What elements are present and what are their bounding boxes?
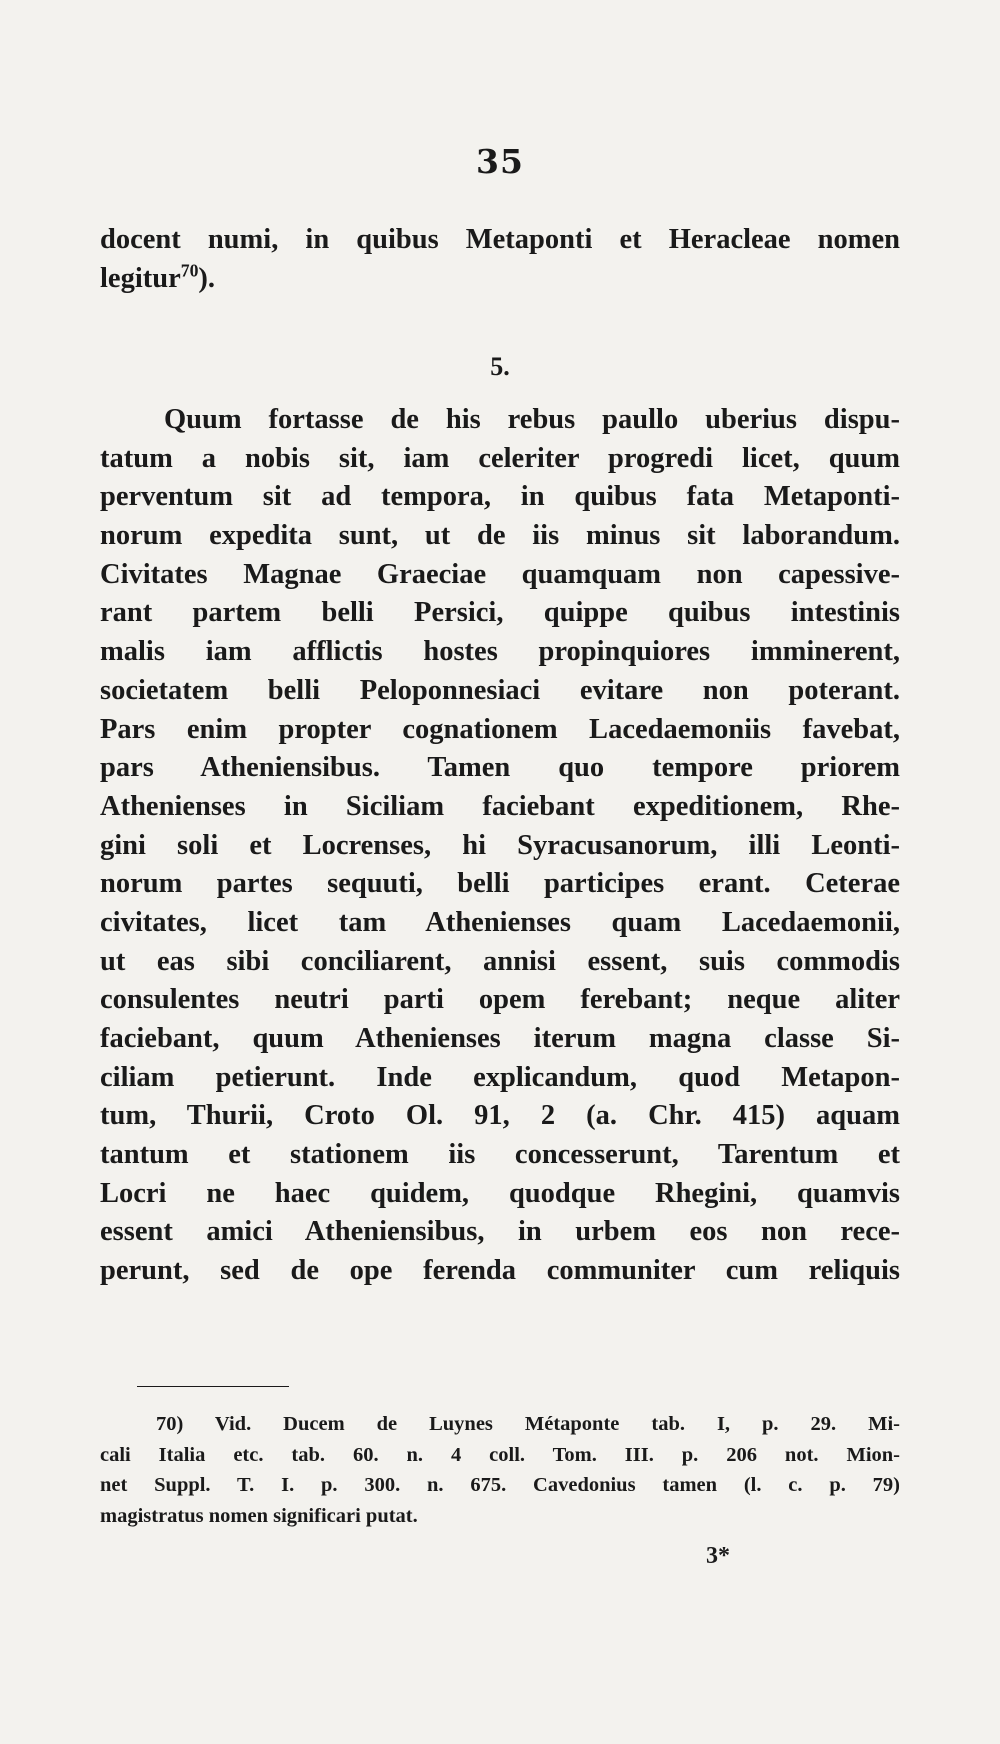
text-line: perventum sit ad tempora, in quibus fata Metaponti- — [100, 481, 900, 513]
text-line: essent amici Atheniensibus, in urbem eos non rece- — [100, 1216, 900, 1248]
footnote-line: magistratus nomen significari putat. — [100, 1504, 418, 1527]
text-line: perunt, sed de ope ferenda communiter cum reliquis — [100, 1255, 900, 1287]
text-line: ut eas sibi conciliarent, annisi essent, suis commodis — [100, 945, 900, 977]
text-line: tatum a nobis sit, iam celeriter progredi licet, quum — [100, 442, 900, 474]
text-line — [100, 260, 900, 299]
text-line: Athenienses in Siciliam faciebant expeditionem, Rhe- — [100, 790, 900, 822]
text-line: ciliam petierunt. Inde explicandum, quod Metapon- — [100, 1061, 900, 1093]
text-line: rant partem belli Persici, quippe quibus intestinis — [100, 597, 900, 629]
text-line: consulentes neutri parti opem ferebant; neque aliter — [100, 984, 900, 1016]
signature-mark: 3* — [706, 1543, 730, 1569]
text-line: docent numi, in quibus Metaponti et Heracleae nomen — [100, 224, 900, 255]
text-line: societatem belli Peloponnesiaci evitare non poterant. — [100, 674, 900, 706]
intro-paragraph — [100, 221, 900, 298]
text-fragment: ). — [198, 262, 216, 294]
text-fragment: legitur — [100, 262, 181, 294]
section-number: 5. — [490, 352, 510, 381]
footnote-line: cali Italia etc. tab. 60. n. 4 coll. Tom. III. p. 206 not. Mion- — [100, 1443, 900, 1466]
text-line: norum expedita sunt, ut de iis minus sit laborandum. — [100, 520, 900, 552]
footnote-line: net Suppl. T. I. p. 300. n. 675. Cavedonius tamen (l. c. p. 79) — [100, 1474, 900, 1496]
text-line: tum, Thurii, Croto Ol. 91, 2 (a. Chr. 415) aquam — [100, 1100, 900, 1132]
page-number: 35 — [476, 142, 524, 181]
text-line: Quum fortasse de his rebus paullo uberius dispu- — [164, 404, 900, 435]
text-line: malis iam afflictis hostes propinquiores imminerent, — [100, 636, 900, 668]
text-line: civitates, licet tam Athenienses quam Lacedaemonii, — [100, 906, 900, 938]
text-line: pars Atheniensibus. Tamen quo tempore priorem — [100, 752, 900, 784]
text-line: faciebant, quum Athenienses iterum magna classe Si- — [100, 1023, 900, 1054]
footnote-reference: 70 — [180, 260, 199, 281]
text-line: tantum et stationem iis concesserunt, Tarentum et — [100, 1139, 900, 1171]
footnote-divider — [137, 1386, 289, 1387]
footnote-block — [100, 1409, 900, 1531]
text-line: norum partes sequuti, belli participes erant. Ceterae — [100, 868, 900, 900]
main-paragraph — [100, 401, 900, 1291]
footnote-line: 70) Vid. Ducem de Luynes Métaponte tab. I, p. 29. Mi- — [156, 1413, 900, 1435]
text-line: Pars enim propter cognationem Lacedaemoniis favebat, — [100, 713, 900, 745]
text-line: Locri ne haec quidem, quodque Rhegini, quamvis — [100, 1177, 900, 1209]
text-line: gini soli et Locrenses, hi Syracusanorum, illi Leonti- — [100, 829, 900, 861]
text-line: Civitates Magnae Graeciae quamquam non capessive- — [100, 558, 900, 590]
